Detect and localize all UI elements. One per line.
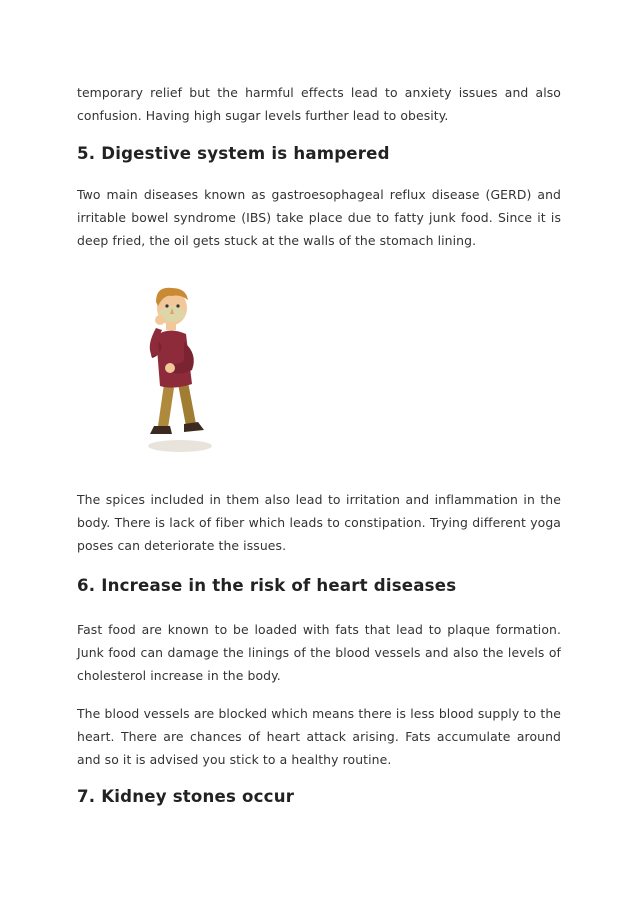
section-6-paragraph-1: Fast food are known to be loaded with fats that lead to plaque formation. Junk food can damage the linings of the blood vessels and also the levels of cholesterol increase in the body.	[77, 622, 561, 683]
section-7-heading: 7. Kidney stones occur	[77, 787, 295, 806]
section-6-heading: 6. Increase in the risk of heart diseases	[77, 576, 457, 595]
section-6-paragraph-2: The blood vessels are blocked which means there is less blood supply to the heart. There are chances of heart attack arising. Fats accumulate around and so it is advised you stick to a healthy routine.	[77, 706, 561, 767]
section-5-paragraph-2: The spices included in them also lead to irritation and inflammation in the body. There is lack of fiber which leads to constipation. Trying different yoga poses can deteriorate the issues.	[77, 492, 561, 553]
section-5-heading: 5. Digestive system is hampered	[77, 144, 390, 163]
stomach-ache-illustration	[134, 276, 226, 460]
section-5-paragraph-1: Two main diseases known as gastroesophageal reflux disease (GERD) and irritable bowel syndrome (IBS) take place due to fatty junk food. Since it is deep fried, the oil gets stuck at the walls of the stomach lining.	[77, 187, 561, 248]
intro-paragraph: temporary relief but the harmful effects lead to anxiety issues and also confusion. Having high sugar levels further lead to obesity.	[77, 85, 561, 123]
